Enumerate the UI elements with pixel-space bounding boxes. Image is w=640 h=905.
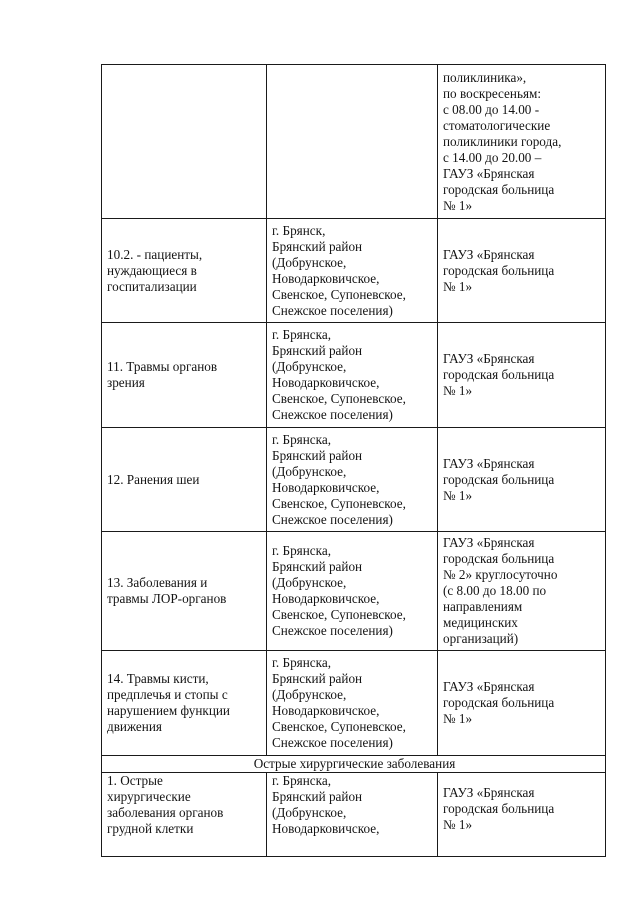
section-heading-row [102,756,606,773]
cell-text-line: Свенское, Супоневское, [272,607,406,622]
hospital-cell [438,773,606,857]
cell-text-line: (Добрунское, [272,575,347,590]
cell-text-line: Свенское, Супоневское, [272,286,406,302]
table-row [102,65,606,219]
table-row [102,651,606,756]
cell-text-line: с 08.00 до 14.00 - [443,101,540,117]
cell-text-line: 12. Ранения шеи [107,471,200,487]
cell-text-line: 1. Острые [107,773,163,788]
cell-text-line: Снежское поселения) [272,511,393,527]
cell-text-line: № 1» [443,197,473,213]
cell-text-line: (Добрунское, [272,805,347,820]
cell-text-line: ГАУЗ «Брянская [443,351,535,366]
cell-text-line: грудной клетки [107,821,194,836]
cell-text-line: движения [107,719,162,734]
cell-text-line: предплечья и стопы с [107,687,228,702]
cell-text-line: поликлиники города, [443,133,562,149]
cell-text-line: г. Брянска, [272,655,332,670]
cell-text-line: Новодарковичское, [272,821,380,836]
cell-text-line: 13. Заболевания и [107,575,208,590]
cell-text-line: городская больница [443,551,555,566]
cell-text-line: Брянский район [272,343,363,358]
cell-text-line: городская больница [443,367,555,382]
cell-text-line: ГАУЗ «Брянская [443,535,535,550]
cell-text-line: Брянский район [272,238,363,254]
hospital-cell [438,219,606,323]
cell-text-line: № 1» [443,487,473,503]
cell-text-line: Брянский район [272,447,363,463]
cell-text-line: Свенское, Супоневское, [272,719,406,734]
cell-text-line: нуждающиеся в [107,262,197,278]
condition-cell [102,773,267,857]
cell-text-line: Брянский район [272,789,363,804]
territory-cell [267,651,438,756]
cell-text-line: травмы ЛОР-органов [107,591,227,606]
cell-text-line: нарушением функции [107,703,230,718]
cell-text-line: Свенское, Супоневское, [272,495,406,511]
cell-text-line: медицинских [443,615,518,630]
cell-text-line: № 1» [443,383,473,398]
cell-text-line: г. Брянска, [272,543,332,558]
cell-text-line: Снежское поселения) [272,623,393,638]
table-row [102,323,606,428]
section-heading: Острые хирургические заболевания [102,756,606,773]
cell-text-line: организаций) [443,631,519,646]
cell-text-line: г. Брянска, [272,773,332,788]
hospital-cell [438,323,606,428]
cell-text-line: (с 8.00 до 18.00 по [443,583,547,598]
cell-text-line: направлениям [443,599,523,614]
condition-cell [102,532,267,651]
cell-text-line: ГАУЗ «Брянская [443,246,535,262]
cell-text-line: госпитализации [107,278,197,294]
territory-cell [267,532,438,651]
territory-cell [267,323,438,428]
cell-text-line: г. Брянск, [272,222,326,238]
cell-text-line: заболевания органов [107,805,224,820]
cell-text-line: 14. Травмы кисти, [107,671,209,686]
condition-cell [102,428,267,532]
condition-cell [102,65,267,219]
cell-text-line: ГАУЗ «Брянская [443,785,535,800]
cell-text-line: ГАУЗ «Брянская [443,165,535,181]
cell-text-line: Новодарковичское, [272,591,380,606]
cell-text-line: (Добрунское, [272,359,347,374]
table-row [102,428,606,532]
cell-text-line: 10.2. - пациенты, [107,246,203,262]
cell-text-line: ГАУЗ «Брянская [443,455,535,471]
cell-text-line: с 14.00 до 20.00 – [443,149,542,165]
cell-text-line: по воскресеньям: [443,85,542,101]
hospital-cell [438,428,606,532]
table-row [102,532,606,651]
cell-text-line: (Добрунское, [272,254,347,270]
table-row [102,773,606,857]
cell-text-line: № 1» [443,817,473,832]
cell-text-line: городская больница [443,181,555,197]
cell-text-line: Снежское поселения) [272,735,393,750]
cell-text-line: Брянский район [272,559,363,574]
territory-cell [267,773,438,857]
cell-text-line: (Добрунское, [272,687,347,702]
cell-text-line: городская больница [443,471,555,487]
cell-text-line: городская больница [443,695,555,710]
cell-text-line: зрения [107,375,145,390]
cell-text-line: Новодарковичское, [272,479,380,495]
hospital-cell [438,651,606,756]
condition-cell [102,323,267,428]
cell-text-line: 11. Травмы органов [107,359,218,374]
cell-text-line: Новодарковичское, [272,703,380,718]
hospital-cell [438,532,606,651]
cell-text-line: поликлиника», [443,69,527,85]
territory-cell [267,65,438,219]
table-row [102,219,606,323]
cell-text-line: (Добрунское, [272,463,347,479]
territory-cell [267,428,438,532]
cell-text-line: Новодарковичское, [272,375,380,390]
cell-text-line: г. Брянска, [272,431,332,447]
cell-text-line: Брянский район [272,671,363,686]
cell-text-line: № 1» [443,711,473,726]
cell-text-line: Снежское поселения) [272,302,393,318]
cell-text-line: городская больница [443,801,555,816]
cell-text-line: Новодарковичское, [272,270,380,286]
territory-cell [267,219,438,323]
cell-text-line: городская больница [443,262,555,278]
condition-cell [102,651,267,756]
cell-text-line: № 2» круглосуточно [443,567,558,582]
hospital-cell [438,65,606,219]
cell-text-line: Снежское поселения) [272,407,393,422]
condition-cell [102,219,267,323]
cell-text-line: Свенское, Супоневское, [272,391,406,406]
cell-text-line: ГАУЗ «Брянская [443,679,535,694]
routing-table [101,64,606,857]
cell-text-line: стоматологические [443,117,551,133]
cell-text-line: № 1» [443,278,473,294]
cell-text-line: г. Брянска, [272,327,332,342]
cell-text-line: хирургические [107,789,191,804]
